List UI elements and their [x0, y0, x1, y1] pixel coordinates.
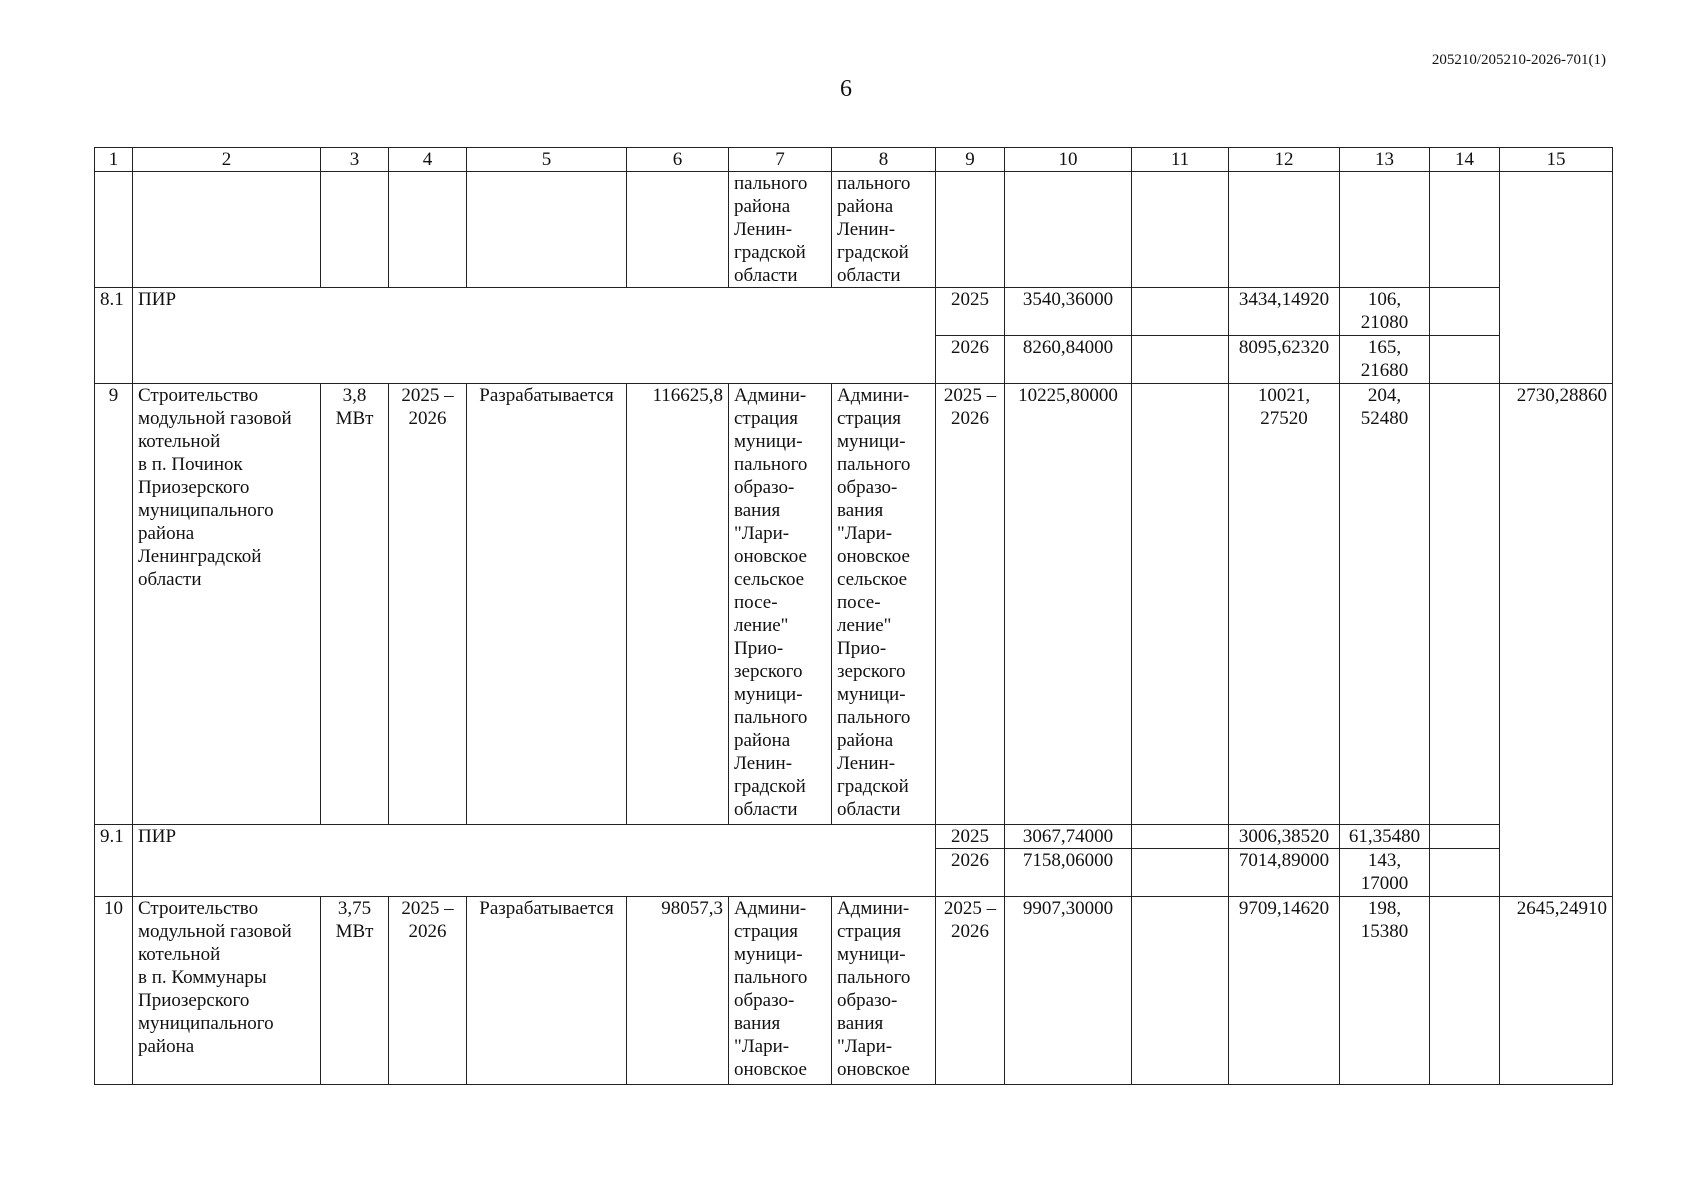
col-header: 7: [729, 148, 832, 172]
amount-cell: 7158,06000: [1005, 849, 1132, 897]
col-header: 10: [1005, 148, 1132, 172]
amount-cell: 106, 21080: [1340, 288, 1430, 336]
table-row: [95, 897, 1613, 1085]
year-cell: 2026: [936, 336, 1005, 384]
amount-cell: 10225,80000: [1005, 384, 1132, 825]
row-number: 8.1: [95, 288, 133, 384]
customer-cell: Админи- страция муници- пального образо- вания "Лари- оновское: [729, 897, 832, 1085]
amount-cell: 2730,28860: [1500, 384, 1613, 897]
col-header: 12: [1229, 148, 1340, 172]
year-cell: 2025 – 2026: [936, 897, 1005, 1085]
cost-cell: 116625,8: [627, 384, 729, 825]
col-header: 14: [1430, 148, 1500, 172]
col-header: 13: [1340, 148, 1430, 172]
year-cell: 2025 – 2026: [936, 384, 1005, 825]
amount-cell: 198, 15380: [1340, 897, 1430, 1085]
col-header: 3: [321, 148, 389, 172]
amount-cell: 3067,74000: [1005, 825, 1132, 849]
year-cell: 2026: [936, 849, 1005, 897]
row-number: 9: [95, 384, 133, 825]
developer-cell: Админи- страция муници- пального образо- вания "Лари- оновское: [832, 897, 936, 1085]
row-name: ПИР: [133, 288, 936, 384]
power-cell: 3,8 МВт: [321, 384, 389, 825]
object-name: Строительство модульной газовой котельной в п. Починок Приозерского муниципального района Ленинградской области: [133, 384, 321, 825]
year-cell: 2025: [936, 825, 1005, 849]
amount-cell: 2645,24910: [1500, 897, 1613, 1085]
amount-cell: 8260,84000: [1005, 336, 1132, 384]
amount-cell: 3434,14920: [1229, 288, 1340, 336]
column-number-row: [95, 148, 1613, 172]
year-cell: 2025: [936, 288, 1005, 336]
col-header: 5: [467, 148, 627, 172]
customer-cell: Админи- страция муници- пального образо- вания "Лари- оновское сельское посе- ление" Прио- зерского муници- пального района Ленин- градской области: [729, 384, 832, 825]
amount-cell: 7014,89000: [1229, 849, 1340, 897]
col-header: 1: [95, 148, 133, 172]
period-cell: 2025 – 2026: [389, 897, 467, 1085]
col-header: 8: [832, 148, 936, 172]
row-name: ПИР: [133, 825, 936, 897]
col-header: 2: [133, 148, 321, 172]
amount-cell: 61,35480: [1340, 825, 1430, 849]
table-row: [95, 288, 1613, 336]
col-header: 11: [1132, 148, 1229, 172]
col-header: 9: [936, 148, 1005, 172]
developer-cell: Админи- страция муници- пального образо- вания "Лари- оновское сельское посе- ление" Прио- зерского муници- пального района Ленин- градской области: [832, 384, 936, 825]
customer-cell: пального района Ленин- градской области: [729, 172, 832, 288]
cost-cell: 98057,3: [627, 897, 729, 1085]
program-table: [94, 147, 1613, 1085]
col-header: 4: [389, 148, 467, 172]
amount-cell: 10021, 27520: [1229, 384, 1340, 825]
power-cell: 3,75 МВт: [321, 897, 389, 1085]
period-cell: 2025 – 2026: [389, 384, 467, 825]
amount-cell: 9709,14620: [1229, 897, 1340, 1085]
amount-cell: 204, 52480: [1340, 384, 1430, 825]
col-header: 15: [1500, 148, 1613, 172]
amount-cell: 9907,30000: [1005, 897, 1132, 1085]
table-row: [95, 825, 1613, 849]
continuation-row: [95, 172, 1613, 288]
row-number: 9.1: [95, 825, 133, 897]
amount-cell: 143, 17000: [1340, 849, 1430, 897]
amount-cell: 165, 21680: [1340, 336, 1430, 384]
object-name: Строительство модульной газовой котельной в п. Коммунары Приозерского муниципального района: [133, 897, 321, 1085]
page-number: 6: [840, 76, 852, 102]
status-cell: Разрабатывается: [467, 384, 627, 825]
col-header: 6: [627, 148, 729, 172]
amount-cell: 3006,38520: [1229, 825, 1340, 849]
developer-cell: пального района Ленин- градской области: [832, 172, 936, 288]
table-row: [95, 384, 1613, 825]
status-cell: Разрабатывается: [467, 897, 627, 1085]
amount-cell: 3540,36000: [1005, 288, 1132, 336]
row-number: 10: [95, 897, 133, 1085]
document-id: 205210/205210-2026-701(1): [1431, 52, 1606, 68]
amount-cell: 8095,62320: [1229, 336, 1340, 384]
